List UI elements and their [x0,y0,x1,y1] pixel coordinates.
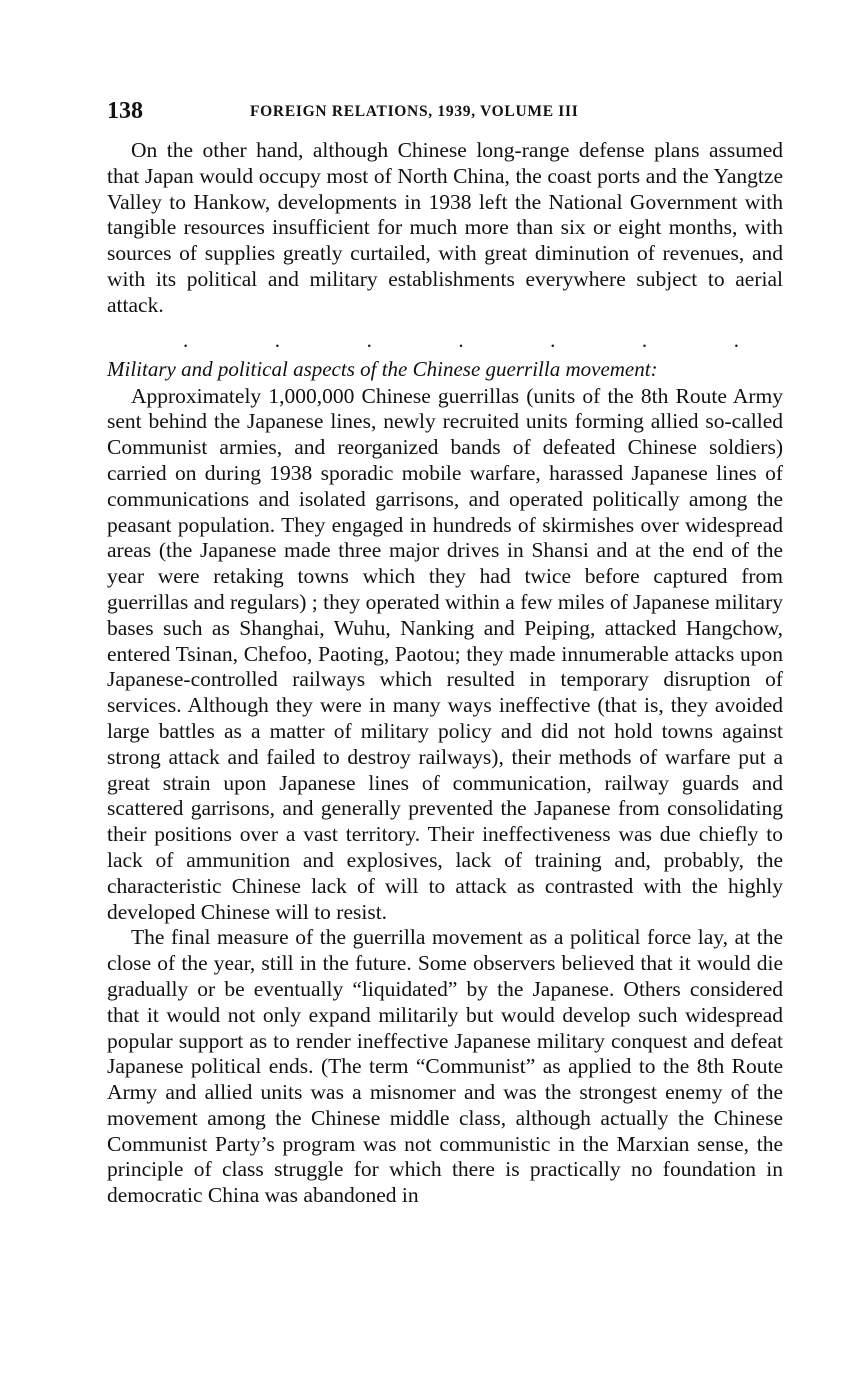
body-text [107,138,783,1209]
running-title: FOREIGN RELATIONS, 1939, VOLUME III [250,103,579,120]
document-page [107,98,783,1209]
ellipsis-dot: . [366,327,372,352]
ellipsis-dot: . [274,327,281,352]
paragraph-guerrilla-warfare: Approximately 1,000,000 Chinese guerrillas (units of the 8th Route Army sent behind the Japanese lines, newly recruited units forming allied so-called Communist armies, and reorganized bands of defeated Chinese soldiers) carried on during 1938 sporadic mobile warfare, harassed Japanese lines of communications and isolated garrisons, and operated politically among the peasant population. They engaged in hundreds of skirmishes over widespread areas (the Japanese made three major drives in Shansi and at the end of the year were retaking towns which they had twice before captured from guerrillas and regulars) ; they operated within a few miles of Japanese military bases such as Shanghai, Wuhu, Nanking and Peiping, attacked Hangchow, entered Tsinan, Chefoo, Paoting, Paotou; they made innumerable attacks upon Japanese-controlled railways which resulted in temporary disruption of services. Although they were in many ways ineffective (that is, they avoided large battles as a matter of military policy and did not hold towns against strong attack and failed to destroy railways), their methods of warfare put a great strain upon Japanese lines of communication, railway guards and scattered garrisons, and generally prevented the Japanese from consolidating their positions over a vast territory. Their ineffectiveness was due chiefly to lack of ammunition and explosives, lack of training and, probably, the characteristic Chinese lack of will to attack as contrasted with the highly developed Chinese will to resist. [107,383,783,924]
ellipsis-dot: . [550,327,556,352]
page-number: 138 [107,98,143,124]
ellipsis-dot: . [733,327,739,352]
running-head [107,98,783,138]
ellipsis-dot: . [458,327,464,352]
ellipsis-dot: . [183,327,189,352]
paragraph-political-force: The final measure of the guerrilla movement as a political force lay, at the close of the year, still in the future. Some observers believed that it would die gradually or be eventually “liquidated” by the Japanese. Others considered that it would not only expand militarily but would develop such widespread popular support as to render ineffective Japanese military conquest and defeat Japanese political ends. (The term “Communist” as applied to the 8th Route Army and allied units was a misnomer and was the strongest enemy of the movement among the Chinese middle class, although actually the Chinese Communist Party’s program was not communistic in the Marxian sense, the principle of class struggle for which there is practically no foundation in democratic China was abandoned in [107,925,783,1208]
ellipsis-dot: . [641,327,648,352]
section-heading: Military and political aspects of the Chinese guerrilla movement: [107,356,658,381]
paragraph-defense-plans: On the other hand, although Chinese long-range defense plans assumed that Japan would occupy most of North China, the coast ports and the Yangtze Valley to Hankow, developments in 1938 left the National Government with tangible resources insufficient for much more than six or eight months, with sources of supplies greatly curtailed, with great diminution of revenues, and with its political and military establishments everywhere subject to aerial attack. [107,138,783,317]
omission-ellipsis [183,327,739,352]
